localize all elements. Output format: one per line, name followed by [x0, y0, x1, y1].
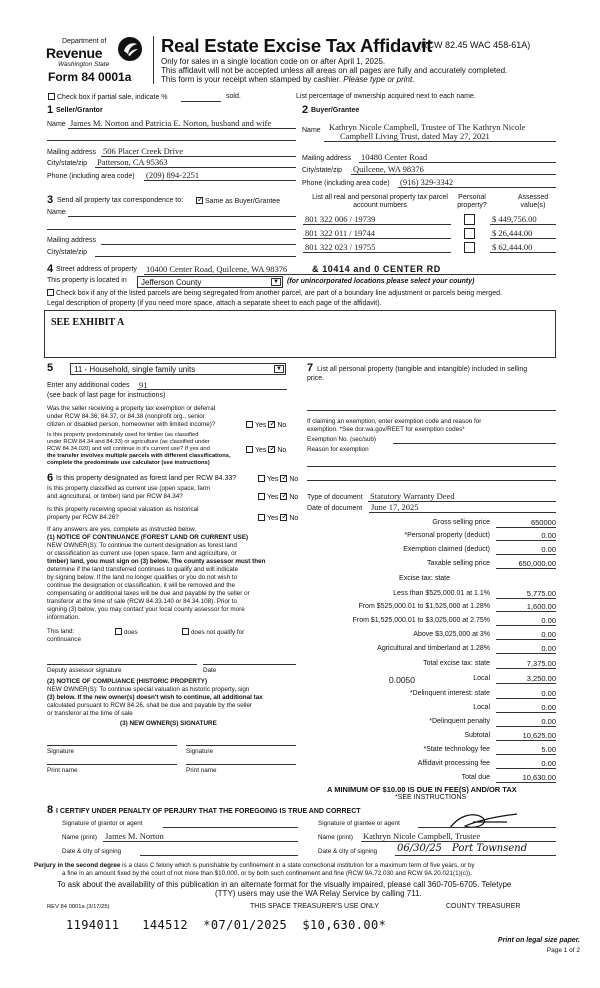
section3-mailing-label: Mailing address: [47, 237, 97, 244]
personal-property-label: price.: [307, 375, 325, 382]
doc-date-line: [369, 512, 556, 513]
grantee-date-value[interactable]: 06/30/25: [397, 843, 442, 854]
county-select[interactable]: [137, 276, 283, 288]
perjury-bold: Perjury in the second degree: [34, 862, 121, 869]
deputy-sig-line[interactable]: [47, 664, 197, 665]
notice2-line: or transferor at the time of sale: [47, 710, 133, 717]
same-as-buyer-label: Same as Buyer/Grantee: [205, 198, 281, 205]
certify-label: I CERTIFY UNDER PENALTY OF PERJURY THAT THE FOREGOING IS TRUE AND CORRECT: [56, 808, 361, 815]
personal-deduct-label: *Personal property (deduct): [404, 532, 490, 539]
section3-number: 3: [47, 194, 54, 206]
land-use-select-value: 11 - Household, single family units: [74, 365, 196, 374]
buyer-name-label: Name: [302, 127, 321, 134]
dept-line1: Department of: [62, 38, 107, 45]
historic-question-line: property per RCW 84.26?: [47, 514, 119, 521]
buyer-city-label: City/state/zip: [302, 167, 343, 174]
partial-sale-checkbox[interactable]: [48, 93, 55, 100]
deputy-sig-label: Deputy assessor signature: [47, 667, 122, 674]
yes-label: Yes: [267, 494, 279, 501]
seller-name-label: Name: [47, 121, 66, 128]
parcel-number[interactable]: 801 322 023 / 19755: [305, 242, 376, 252]
does-row: [115, 628, 138, 637]
yes-checkbox[interactable]: [258, 493, 265, 500]
header-sub3-italic: Please type or print.: [343, 75, 415, 84]
no-checkbox[interactable]: [280, 514, 287, 521]
form-number: Form 84 0001a: [48, 70, 132, 84]
personal-property-checkbox[interactable]: [464, 228, 475, 239]
exemption-yes-no: [246, 421, 286, 430]
form-title-ref: (RCW 82.45 WAC 458-61A): [418, 40, 531, 50]
yes-label: Yes: [255, 447, 267, 454]
deputy-date-label: Date: [203, 667, 217, 674]
grantor-date-label: Date & city of signing: [62, 848, 122, 855]
grantor-sig-label: Signature of grantor or agent: [62, 820, 143, 827]
minimum-fee-note: A MINIMUM OF $10.00 IS DUE IN FEE(S) AND/OR TAX: [327, 785, 517, 794]
processing-fee-label: Affidavit processing fee: [417, 760, 490, 767]
seller-name-line2: [47, 140, 296, 141]
grantee-sig-line[interactable]: [418, 827, 556, 828]
does-not-checkbox[interactable]: [182, 628, 189, 635]
timber-question-line: complete the predominate use calculator (see instructions): [47, 460, 210, 466]
section3-name-line[interactable]: [68, 216, 296, 217]
timber-question-line: the transfer involves multiple parcels with different classifications,: [47, 453, 231, 459]
perjury-text: is a class C felony which is punishable by confinement in a state correctional institution for a maximum term of five years, or by: [120, 862, 475, 869]
interest-state-value[interactable]: 0.00: [496, 689, 556, 699]
local-value[interactable]: 3,250.00: [496, 674, 556, 684]
add-codes-line: [137, 389, 287, 390]
historic-question-line: Is this property receiving special valuation as historical: [47, 506, 199, 513]
notice1-line: determine if the land transferred continues to qualify and will indicate: [47, 566, 239, 573]
section3-label: Send all property tax correspondence to:: [57, 197, 184, 204]
forest-question: Is this property designated as forest land per RCW 84.33?: [56, 475, 237, 482]
section7-number: 7: [307, 362, 314, 374]
no-label: No: [289, 476, 299, 483]
tier3-label: From $1,525,000.01 to $3,025,000 at 2.75%: [352, 617, 490, 624]
assessed-line: [490, 238, 556, 239]
tier3-value[interactable]: 0.00: [496, 616, 556, 626]
timber-question-line: RCW 84.34.020) and will continue in it's current use? If yes and: [47, 446, 210, 452]
exemption-claim-label: exemption. *See dor.wa.gov/REET for exemption codes*: [307, 426, 465, 433]
no-checkbox[interactable]: [280, 475, 287, 482]
does-checkbox[interactable]: [115, 628, 122, 635]
dor-logo: [117, 36, 143, 62]
notice1-line: information.: [47, 614, 80, 621]
gross-label: Gross selling price: [432, 519, 490, 526]
interest-state-label: *Delinquent interest: state: [409, 690, 490, 697]
cashier-stamp: 1194011 144512 *07/01/2025 $10,630.00*: [66, 918, 387, 932]
tech-fee-value[interactable]: 5.00: [496, 745, 556, 755]
assessed-line: [490, 224, 556, 225]
grantor-date-line[interactable]: [140, 855, 298, 856]
parcel-line: [303, 252, 451, 253]
notice1-line: timber) land, you must sign on (3) below. The county assessor must then: [47, 558, 266, 565]
tier4-value[interactable]: 0.00: [496, 630, 556, 640]
exemption-question-line: Was the seller receiving a property tax exemption or deferral: [47, 405, 216, 412]
tier4-label: Above $3,025,000 at 3%: [413, 631, 490, 638]
grantee-signature: [445, 810, 525, 832]
buyer-name-value2[interactable]: Campbell Living Trust, dated May 27, 2021: [340, 131, 490, 141]
header-sub3-text: This form is your receipt when stamped by cashier.: [161, 75, 344, 84]
this-land-label: This land:: [47, 628, 75, 635]
parcel-number[interactable]: 801 322 006 / 19739: [305, 214, 376, 224]
parcel-line: [303, 224, 451, 225]
no-label: No: [277, 422, 287, 429]
add-codes-label: Enter any additional codes: [47, 382, 130, 389]
historic-yes-no: [258, 514, 298, 523]
yes-checkbox[interactable]: [258, 514, 265, 521]
if-yes-note: If any answers are yes, complete as instructed below.: [47, 526, 197, 533]
personal-col-header: Personal property?: [457, 194, 487, 210]
exemption-deduct-label: Exemption claimed (deduct): [403, 546, 490, 553]
timber-question-line: Is this property predominately used for timber (as classified: [47, 432, 199, 438]
seller-name-line: [68, 128, 296, 129]
header-sub3: [161, 75, 414, 85]
assessed-value[interactable]: $ 26,444.00: [492, 228, 533, 238]
section5-number: 5: [47, 362, 54, 374]
grantee-name-value[interactable]: Kathryn Nicole Campbell, Trustee: [363, 831, 481, 841]
section4-number: 4: [47, 263, 54, 275]
grantee-name-label: Name (print): [318, 834, 353, 841]
section3-name-line2: [47, 229, 296, 230]
seller-phone-label: Phone (including area code): [47, 173, 135, 180]
excise-state-heading: Excise tax: state: [399, 575, 450, 582]
owner-print-label: Print name: [186, 767, 217, 774]
grantee-date-label: Date & city of signing: [318, 848, 378, 855]
agri-value[interactable]: 0.00: [496, 644, 556, 654]
seller-heading: Seller/Grantor: [56, 107, 103, 114]
subtotal-value[interactable]: 10,625.00: [496, 731, 556, 741]
owner-print-line[interactable]: [186, 764, 296, 765]
parcel-number[interactable]: 801 322 011 / 19744: [305, 228, 376, 238]
doc-date-value[interactable]: June 17, 2025: [371, 502, 419, 512]
owner-print-line[interactable]: [47, 764, 177, 765]
page-number: Page 1 of 2: [546, 947, 580, 954]
grantee-city-value[interactable]: Port Townsend: [452, 843, 528, 854]
segregated-row: [47, 289, 502, 298]
forest-yes-no: [258, 475, 298, 484]
land-use-select[interactable]: [70, 363, 286, 375]
doc-type-label: Type of document: [307, 494, 363, 501]
personal-property-checkbox[interactable]: [464, 214, 475, 225]
availability-line1: To ask about the availability of this publication in an alternate format for the visually impaired, please call 360-705-6705. Teletype: [57, 880, 512, 889]
dept-line3: Washington State: [58, 61, 110, 68]
chevron-down-icon[interactable]: ▼: [271, 278, 281, 286]
treasurer-use-only: THIS SPACE TREASURER'S USE ONLY: [250, 903, 379, 910]
same-as-buyer-row: [196, 197, 280, 206]
no-label: No: [277, 447, 287, 454]
personal-property-checkbox[interactable]: [464, 242, 475, 253]
doc-date-label: Date of document: [307, 505, 363, 512]
seller-city-label: City/state/zip: [47, 160, 88, 167]
grantee-name-line: [361, 841, 556, 842]
seller-phone-line: [144, 180, 296, 181]
grantee-sig-label: Signature of grantee or agent: [318, 820, 400, 827]
parcel-line: [303, 238, 451, 239]
does-not-label: does not qualify for: [191, 629, 245, 636]
exemption-question-line: citizen or disabled person, homeowner with limited income)?: [47, 421, 216, 428]
does-label: does: [124, 629, 138, 636]
assessed-value[interactable]: $ 62,444.00: [492, 242, 533, 252]
does-not-row: [182, 628, 244, 637]
segregated-label: Check box if any of the listed parcels are being segregated from another parcel, are part of a boundary line adjustment or parcels being merged.: [56, 290, 502, 297]
owner-sig-label: Signature: [47, 748, 74, 755]
notice1-line: NEW OWNER(S): To continue the current designation as forest land: [47, 542, 237, 549]
notice1-line: continue the designation or classification, it will be removed and the: [47, 582, 235, 589]
timber-yes-no: [246, 446, 286, 455]
notice2-line: calculated pursuant to RCW 84.26, shall be due and payable by the seller: [47, 702, 253, 709]
notice2-heading: (2) NOTICE OF COMPLIANCE (HISTORIC PROPERTY): [47, 678, 208, 685]
no-checkbox[interactable]: [268, 421, 275, 428]
deputy-date-line[interactable]: [203, 664, 296, 665]
partial-pct-line[interactable]: [181, 101, 221, 102]
yes-checkbox[interactable]: [246, 446, 253, 453]
continuance-label: continuance: [47, 636, 81, 643]
local-rate[interactable]: 0.0050: [389, 675, 415, 685]
section3-city-label: City/state/zip: [47, 249, 88, 256]
owner-sig-label: Signature: [186, 748, 213, 755]
buyer-phone-value[interactable]: (916) 329-3342: [400, 177, 454, 187]
seller-city-line: [95, 167, 296, 168]
buyer-mailing-label: Mailing address: [302, 155, 352, 162]
yes-checkbox[interactable]: [246, 421, 253, 428]
current-use-yes-no: [258, 493, 298, 502]
exemption-no-line[interactable]: [393, 443, 556, 444]
buyer-mailing-value[interactable]: 10480 Center Road: [361, 152, 428, 162]
partial-sale-row: [48, 93, 168, 102]
reason-label: Reason for exemption: [307, 446, 369, 453]
section6-number: 6: [47, 472, 54, 484]
seller-name-value[interactable]: James M. Norton and Patricia E. Norton, husband and wife: [70, 118, 272, 128]
chevron-down-icon[interactable]: ▼: [274, 365, 284, 373]
grantor-name-line: [103, 841, 298, 842]
header-divider: [153, 36, 154, 84]
exemption-no-label: Exemption No. (sec/sub): [307, 436, 376, 443]
county-treasurer: COUNTY TREASURER: [446, 903, 521, 910]
perjury-line2: a fine in an amount fixed by the court of not more than $10,000, or by both such confinement and fine (RCW 9A.72.030 and RCW 9A.20.021(1)(c)).: [62, 870, 472, 877]
notice1-heading: (1) NOTICE OF CONTINUANCE (FOREST LAND OR CURRENT USE): [47, 534, 249, 541]
legal-label: Legal description of property (if you need more space, attach a separate sheet to each page of the affidavit).: [47, 300, 382, 307]
current-use-question-line: and agricultural, or timber) land per RCW 84.34?: [47, 493, 183, 500]
subtotal-label: Subtotal: [464, 732, 490, 739]
yes-label: Yes: [267, 476, 279, 483]
buyer-phone-line: [398, 187, 556, 188]
total-due-value[interactable]: 10,630.00: [496, 773, 556, 783]
total-state-label: Total excise tax: state: [423, 660, 490, 667]
gross-value[interactable]: 650000: [496, 518, 556, 528]
list-percentage-note: List percentage of ownership acquired next to each name.: [296, 93, 476, 100]
county-select-value: Jefferson County: [141, 278, 202, 287]
same-as-buyer-checkbox[interactable]: [196, 197, 203, 204]
segregated-checkbox[interactable]: [47, 289, 54, 296]
seller-phone-value[interactable]: (209) 894-2251: [146, 170, 200, 180]
local-label: Local: [473, 675, 490, 682]
doc-type-value[interactable]: Statutory Warranty Deed: [370, 491, 455, 501]
no-label: No: [289, 494, 299, 501]
form-revision: REV 84 0001a (3/17/25): [47, 904, 110, 910]
section3-name-label: Name: [47, 209, 66, 216]
buyer-name-value1[interactable]: Kathryn Nicole Campbell, Trustee of The Kathryn Nicole: [329, 122, 526, 132]
notice3-heading: (3) NEW OWNER(S) SIGNATURE: [120, 720, 217, 727]
yes-label: Yes: [255, 422, 267, 429]
yes-checkbox[interactable]: [258, 475, 265, 482]
interest-local-label: Local: [473, 704, 490, 711]
total-due-label: Total due: [461, 774, 490, 781]
street-value[interactable]: 10400 Center Road, Quilcene, WA 98376: [146, 264, 288, 274]
taxable-label: Taxable selling price: [426, 560, 490, 567]
street-extra-value[interactable]: & 10414 and 0 CENTER RD: [312, 264, 441, 274]
see-back-note: (see back of last page for instructions): [47, 392, 166, 399]
reason-line[interactable]: [307, 466, 556, 467]
see-instructions: *SEE INSTRUCTIONS: [395, 794, 467, 801]
assessed-line: [490, 252, 556, 253]
located-label: This property is located in: [47, 277, 127, 284]
notice1-line: signing (3) below, you may contact your local county assessor for more: [47, 606, 245, 613]
grantor-name-value[interactable]: James M. Norton: [105, 831, 164, 841]
availability-line2: (TTY) users may use the WA Relay Service by calling 711.: [215, 889, 422, 898]
owner-print-label: Print name: [47, 767, 78, 774]
partial-sold-label: sold.: [226, 93, 241, 100]
exemption-deduct-value[interactable]: 0.00: [496, 545, 556, 555]
no-label: No: [289, 515, 299, 522]
header-sub1: Only for sales in a single location code on or after April 1, 2025.: [161, 57, 386, 66]
buyer-mailing-line: [359, 162, 556, 163]
notice2-line: (3) below. If the new owner(s) doesn't wish to continue, all additional tax: [47, 694, 263, 701]
tier2-label: From $525,000.01 to $1,525,000 at 1.28%: [358, 603, 490, 610]
exemption-question-line: under RCW 84.36, 84.37, or 84.38 (nonprofit org., senior: [47, 413, 205, 420]
grantor-sig-line[interactable]: [163, 827, 298, 828]
section1-number: 1: [47, 104, 54, 116]
section3-mailing-line[interactable]: [101, 244, 296, 245]
interest-local-value[interactable]: 0.00: [496, 703, 556, 713]
partial-sale-label: Check box if partial sale, indicate %: [57, 94, 168, 101]
grantee-date-line: [395, 855, 556, 856]
taxable-value[interactable]: 650,000.00: [496, 559, 556, 569]
notice1-line: or classification as current use (open space, farm and agriculture, or: [47, 550, 237, 557]
county-note: (for unincorporated locations please select your county): [287, 278, 475, 285]
notice1-line: transferor at the time of sale (RCW 84.33.140 or 84.34.108). Prior to: [47, 598, 238, 605]
tier1-value[interactable]: 5,775.00: [496, 589, 556, 599]
exemption-claim-label: If claiming an exemption, enter exemption code and reason for: [307, 418, 482, 425]
parcel-col-header: List all real and personal property tax parcel account numbers: [312, 194, 448, 210]
notice1-line: compensating or additional taxes will be due and payable by the seller or: [47, 590, 250, 597]
buyer-name-line: [324, 141, 556, 142]
notice1-line: by signing below. If the land no longer qualifies or you do not wish to: [47, 574, 238, 581]
personal-property-label: List all personal property (tangible and intangible) included in selling: [317, 366, 528, 373]
seller-mailing-label: Mailing address: [47, 149, 97, 156]
perjury-line1: [34, 862, 475, 870]
section8-number: 8: [47, 804, 54, 816]
section2-number: 2: [302, 104, 309, 116]
street-label: Street address of property: [56, 266, 137, 273]
form-title: Real Estate Excise Tax Affidavit: [161, 35, 433, 56]
no-checkbox[interactable]: [280, 493, 287, 500]
dept-line2: Revenue: [46, 45, 103, 61]
seller-mailing-value[interactable]: 506 Placer Creek Drive: [103, 146, 184, 156]
no-checkbox[interactable]: [268, 446, 275, 453]
total-state-value[interactable]: 7,375.00: [496, 659, 556, 669]
street-line: [144, 274, 556, 275]
tech-fee-label: *State technology fee: [423, 746, 490, 753]
notice2-line: NEW OWNER(S): To continue special valuation as historic property, sign: [47, 686, 250, 693]
buyer-phone-label: Phone (including area code): [302, 180, 390, 187]
buyer-heading: Buyer/Grantee: [311, 107, 360, 114]
assessed-value[interactable]: $ 449,756.00: [492, 214, 537, 224]
grantor-name-label: Name (print): [62, 834, 97, 841]
current-use-question-line: Is this property classified as current use (open space, farm: [47, 485, 211, 492]
buyer-city-line: [351, 174, 556, 175]
owner-sig-line[interactable]: [186, 745, 296, 746]
tier2-value[interactable]: 1,600.00: [496, 602, 556, 612]
owner-sig-line[interactable]: [47, 745, 177, 746]
penalty-label: *Delinquent penalty: [429, 718, 490, 725]
legal-description-text: SEE EXHIBIT A: [51, 317, 125, 328]
seller-city-value[interactable]: Patterson, CA 95363: [97, 157, 168, 167]
processing-fee-value[interactable]: 0.00: [496, 759, 556, 769]
penalty-value[interactable]: 0.00: [496, 717, 556, 727]
add-codes-value[interactable]: 91: [139, 380, 148, 390]
legal-description-box[interactable]: [44, 310, 556, 358]
yes-label: Yes: [267, 515, 279, 522]
timber-question-line: under RCW 84.34 and 84.33) or agriculture (as classified under: [47, 439, 210, 445]
section3-city-line[interactable]: [95, 256, 296, 257]
tier1-label: Less than $525,000.01 at 1.1%: [393, 590, 490, 597]
assessed-col-header: Assessed value(s): [517, 194, 549, 210]
personal-property-line[interactable]: [307, 410, 556, 411]
buyer-city-value[interactable]: Quilcene, WA 98376: [353, 164, 424, 174]
reason-line2[interactable]: [307, 480, 556, 481]
legal-paper-note: Print on legal size paper.: [497, 937, 580, 944]
header-sub2: This affidavit will not be accepted unless all areas on all pages are fully and accurately completed.: [161, 66, 508, 75]
agri-label: Agricultural and timberland at 1.28%: [377, 645, 490, 652]
personal-deduct-value[interactable]: 0.00: [496, 531, 556, 541]
